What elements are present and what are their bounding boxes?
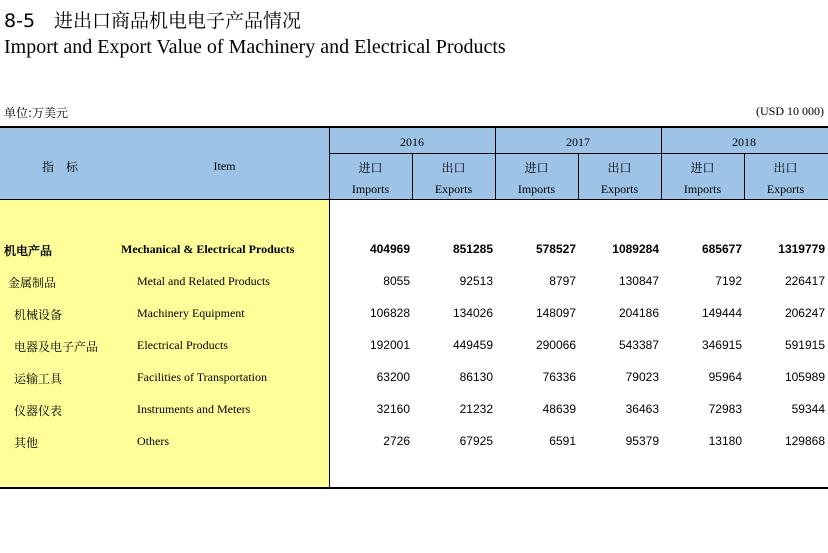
cell-2017-exports: 204186	[618, 306, 659, 320]
row-label-en: Metal and Related Products	[137, 274, 270, 288]
cell-2016-imports: 192001	[369, 338, 410, 352]
header-import-cn: 进口	[690, 161, 715, 175]
cell-2017-exports: 79023	[625, 370, 659, 384]
table-row	[0, 402, 828, 422]
unit-label-cn: 单位:万美元	[4, 106, 69, 120]
cell-2016-imports: 404969	[369, 242, 410, 256]
cell-2018-imports: 685677	[701, 242, 742, 256]
table-row	[0, 274, 828, 294]
row-label-en: Electrical Products	[137, 338, 228, 352]
cell-2017-imports: 6591	[549, 434, 576, 448]
header-export-cn: 出口	[607, 161, 632, 175]
cell-2017-imports: 48639	[542, 402, 576, 416]
cell-2016-exports: 851285	[452, 242, 493, 256]
cell-2018-exports: 129868	[784, 434, 825, 448]
header-import-en: Imports	[351, 182, 390, 196]
cell-2016-imports: 32160	[376, 402, 410, 416]
cell-2016-imports: 63200	[376, 370, 410, 384]
cell-2016-exports: 67925	[459, 434, 493, 448]
cell-2018-imports: 7192	[715, 274, 742, 288]
row-label-cn: 运输工具	[14, 372, 63, 386]
cell-2017-imports: 148097	[535, 306, 576, 320]
header-export-en: Exports	[434, 182, 473, 196]
cell-2018-imports: 72983	[708, 402, 742, 416]
table-row	[0, 370, 828, 390]
header-item-en: Item	[213, 159, 236, 173]
header-export-en: Exports	[766, 182, 805, 196]
cell-2018-imports: 95964	[708, 370, 742, 384]
table-title-cn: 8-5 进出口商品机电电子产品情况	[4, 10, 302, 32]
cell-2018-imports: 346915	[701, 338, 742, 352]
row-label-en: Mechanical & Electrical Products	[121, 242, 295, 256]
header-import-cn: 进口	[358, 161, 383, 175]
cell-2017-exports: 130847	[618, 274, 659, 288]
table-row	[0, 338, 828, 358]
cell-2017-imports: 290066	[535, 338, 576, 352]
header-import-en: Imports	[683, 182, 722, 196]
row-label-cn: 仪器仪表	[14, 404, 63, 418]
cell-2016-exports: 92513	[459, 274, 493, 288]
row-label-en: Facilities of Transportation	[137, 370, 267, 384]
header-export-en: Exports	[600, 182, 639, 196]
cell-2017-exports: 95379	[625, 434, 659, 448]
row-label-en: Others	[137, 434, 169, 448]
cell-2018-exports: 226417	[784, 274, 825, 288]
cell-2016-exports: 449459	[452, 338, 493, 352]
cell-2018-exports: 206247	[784, 306, 825, 320]
year-header-underline	[329, 153, 828, 154]
table-title-en: Import and Export Value of Machinery and Electrical Products	[4, 36, 506, 58]
header-year-2016: 2016	[400, 135, 424, 149]
header-year-2018: 2018	[732, 135, 756, 149]
cell-2016-exports: 134026	[452, 306, 493, 320]
header-indicator-cn: 指 标	[41, 160, 78, 174]
table-row-total	[0, 242, 828, 262]
table-row	[0, 434, 828, 454]
row-label-cn: 机械设备	[14, 308, 63, 322]
cell-2017-exports: 36463	[625, 402, 659, 416]
row-label-cn: 机电产品	[4, 244, 53, 258]
cell-2018-exports: 1319779	[778, 242, 825, 256]
cell-2018-imports: 149444	[701, 306, 742, 320]
unit-label-en: (USD 10 000)	[756, 104, 824, 118]
header-import-cn: 进口	[524, 161, 549, 175]
row-label-cn: 其他	[14, 436, 39, 450]
row-label-cn: 金属制品	[8, 276, 57, 290]
cell-2018-imports: 13180	[708, 434, 742, 448]
row-label-cn: 电器及电子产品	[14, 340, 99, 354]
cell-2018-exports: 59344	[791, 402, 825, 416]
cell-2017-exports: 1089284	[612, 242, 659, 256]
data-table	[0, 126, 828, 489]
cell-2016-imports: 2726	[383, 434, 410, 448]
cell-2018-exports: 591915	[784, 338, 825, 352]
cell-2016-exports: 86130	[459, 370, 493, 384]
row-label-en: Machinery Equipment	[137, 306, 245, 320]
cell-2017-imports: 76336	[542, 370, 576, 384]
cell-2016-exports: 21232	[459, 402, 493, 416]
header-year-2017: 2017	[566, 135, 590, 149]
cell-2017-imports: 8797	[549, 274, 576, 288]
header-export-cn: 出口	[441, 161, 466, 175]
row-label-en: Instruments and Meters	[137, 402, 251, 416]
cell-2017-imports: 578527	[535, 242, 576, 256]
header-export-cn: 出口	[773, 161, 798, 175]
cell-2016-imports: 8055	[383, 274, 410, 288]
cell-2017-exports: 543387	[618, 338, 659, 352]
table-row	[0, 306, 828, 326]
cell-2018-exports: 105989	[784, 370, 825, 384]
cell-2016-imports: 106828	[369, 306, 410, 320]
header-import-en: Imports	[517, 182, 556, 196]
